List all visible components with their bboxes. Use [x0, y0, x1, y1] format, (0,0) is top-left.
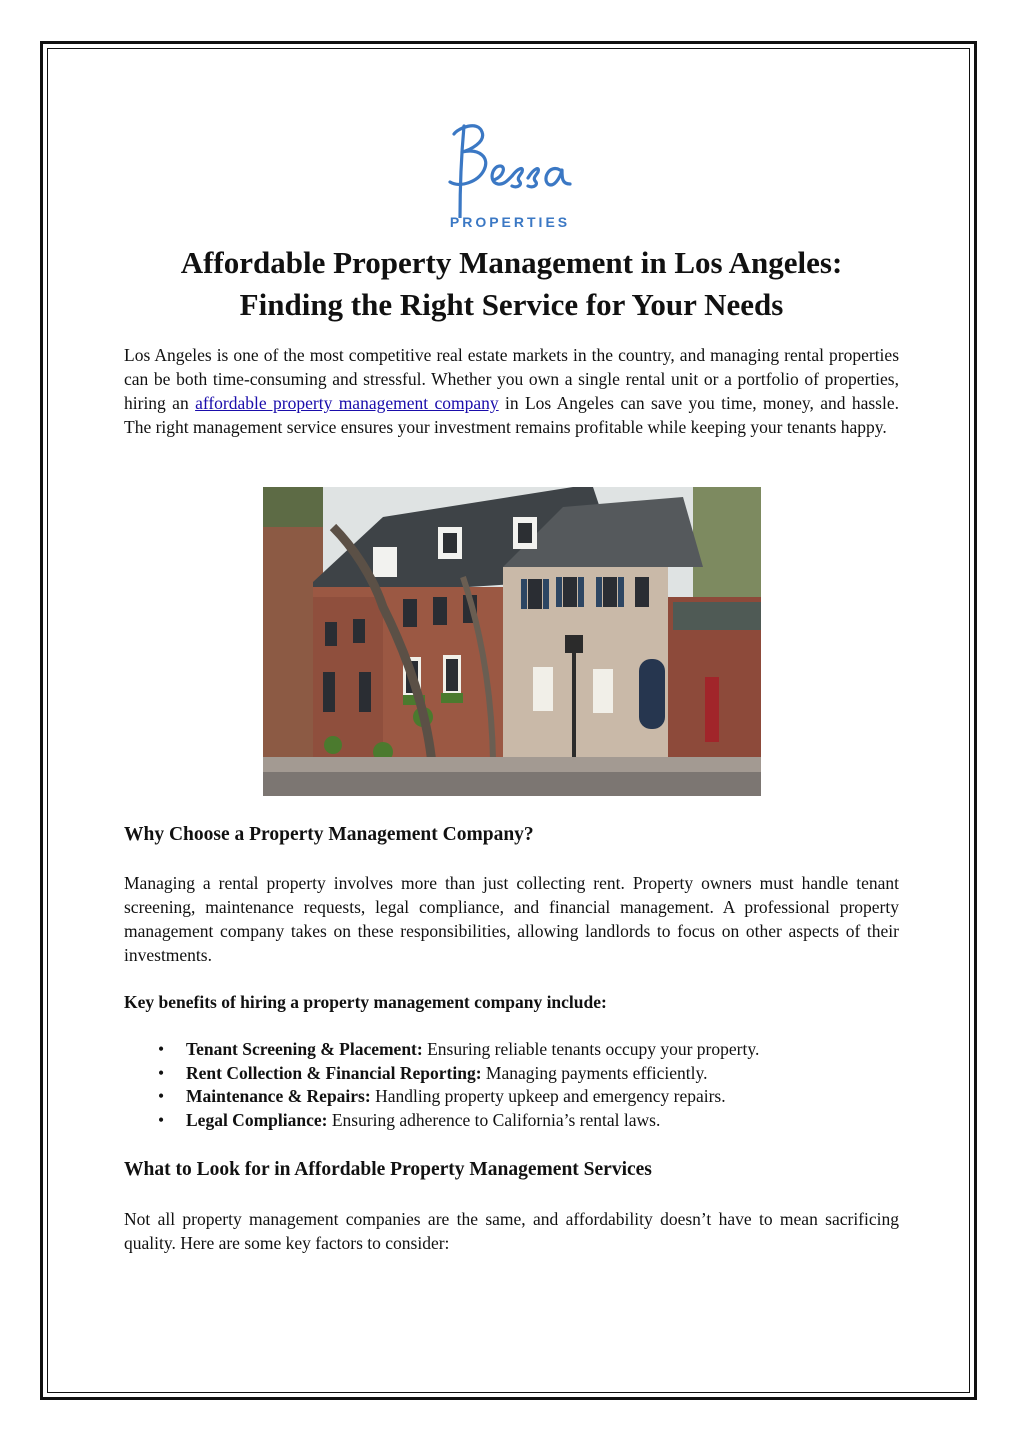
- title-line-1: Affordable Property Management in Los Angeles:: [180, 245, 843, 280]
- list-item: [124, 1038, 899, 1062]
- benefit-label: Rent Collection & Financial Reporting:: [186, 1062, 482, 1083]
- title-line-2: Finding the Right Service for Your Needs: [239, 287, 784, 322]
- bullet-icon: •: [158, 1062, 165, 1083]
- benefit-label: Legal Compliance:: [186, 1109, 328, 1130]
- list-item: [124, 1085, 899, 1109]
- benefit-text: Handling property upkeep and emergency repairs.: [370, 1086, 726, 1106]
- benefit-text: Managing payments efficiently.: [481, 1062, 708, 1083]
- property-management-link[interactable]: affordable property management company: [195, 393, 499, 413]
- benefit-text: Ensuring reliable tenants occupy your property.: [422, 1039, 760, 1059]
- what-to-look-for-paragraph: Not all property management companies are the same, and affordability doesn’t have to mean sacrificing quality. Here are some key factors to consider:: [124, 1209, 899, 1253]
- benefit-text: Ensuring adherence to California’s rental laws.: [327, 1109, 661, 1130]
- section-heading-why-choose: Why Choose a Property Management Company?: [124, 824, 534, 845]
- list-item: [124, 1109, 899, 1133]
- bessa-script-logo: [424, 118, 604, 218]
- bullet-icon: •: [158, 1039, 165, 1059]
- logo-subtitle: PROPERTIES: [449, 214, 571, 230]
- why-choose-paragraph: Managing a rental property involves more than just collecting rent. Property owners must handle tenant screening, maintenance requests, legal compliance, and financial management. A professional property management company takes on these responsibilities, allowing landlords to focus on other aspects of their investments.: [124, 873, 899, 965]
- benefit-label: Tenant Screening & Placement:: [186, 1039, 423, 1059]
- bullet-icon: •: [158, 1109, 165, 1130]
- benefits-intro: Key benefits of hiring a property management company include:: [124, 992, 607, 1012]
- townhouses-photo: [263, 487, 761, 796]
- townhouses-illustration: [263, 487, 761, 796]
- list-item: [124, 1062, 899, 1086]
- benefit-label: Maintenance & Repairs:: [186, 1086, 371, 1106]
- intro-text-after: in Los Angeles can save you time, money, and hassle. The right management service ensures your investment remains profitable while keeping your tenants happy.: [124, 393, 899, 437]
- bessa-logo: [424, 118, 604, 240]
- bullet-icon: •: [158, 1086, 165, 1106]
- intro-text-before: Los Angeles is one of the most competitive real estate markets in the country, and managing rental properties can be both time-consuming and stressful. Whether you own a single rental unit or a portfolio of properties, hiring an: [124, 345, 899, 413]
- benefits-list: [124, 1038, 899, 1132]
- page-title: [110, 242, 913, 326]
- section-heading-what-to-look-for: What to Look for in Affordable Property Management Services: [124, 1159, 652, 1180]
- intro-paragraph: [124, 343, 899, 439]
